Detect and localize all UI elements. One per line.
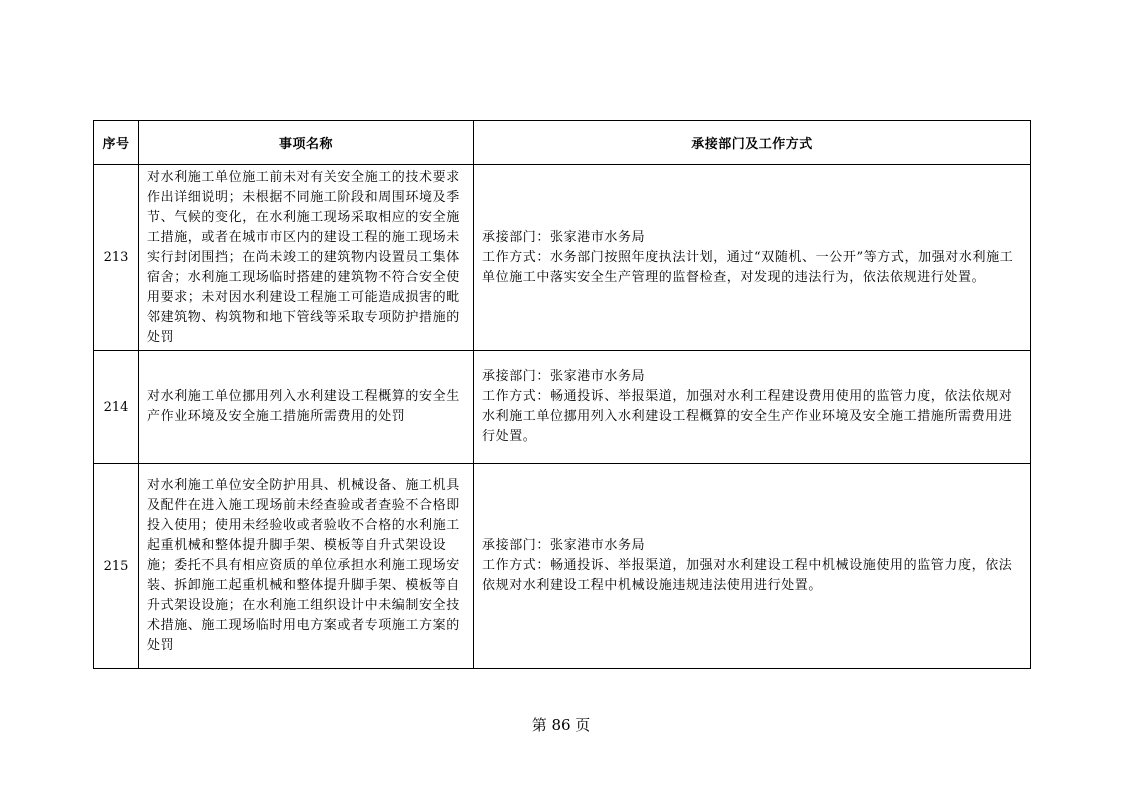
dept-label: 承接部门：张家港市水务局 (482, 369, 646, 384)
row-dept (474, 464, 1031, 669)
row-name: 对水利施工单位安全防护用具、机械设备、施工机具及配件在进入施工现场前未经查验或者查验不合格即投入使用；使用未经验收或者验收不合格的水利施工起重机械和整体提升脚手架、模板等自升式架设设施；委托不具有相应资质的单位承担水利施工现场安装、拆卸施工起重机械和整体提升脚手架、模板等自升式架设设施；在水利施工组织设计中未编制安全技术措施、施工现场临时用电方案或者专项施工方案的处罚 (139, 464, 474, 669)
table-row (94, 464, 1031, 669)
row-dept (474, 165, 1031, 351)
matters-table (93, 120, 1031, 669)
row-index: 214 (94, 351, 139, 464)
table-header-row (94, 121, 1031, 165)
row-name: 对水利施工单位施工前未对有关安全施工的技术要求作出详细说明；未根据不同施工阶段和周围环境及季节、气候的变化，在水利施工现场采取相应的安全施工措施，或者在城市市区内的建设工程的施工现场未实行封闭围挡；在尚未竣工的建筑物内设置员工集体宿舍；水利施工现场临时搭建的建筑物不符合安全使用要求；未对因水利建设工程施工可能造成损害的毗邻建筑物、构筑物和地下管线等采取专项防护措施的处罚 (139, 165, 474, 351)
method-text: 工作方式：水务部门按照年度执法计划，通过“双随机、一公开”等方式，加强对水利施工单位施工中落实安全生产管理的监督检查，对发现的违法行为，依法依规进行处置。 (482, 249, 1014, 285)
table-row (94, 165, 1031, 351)
row-dept (474, 351, 1031, 464)
dept-label: 承接部门：张家港市水务局 (482, 229, 646, 245)
row-name: 对水利施工单位挪用列入水利建设工程概算的安全生产作业环境及安全施工措施所需费用的处罚 (139, 351, 474, 464)
method-text: 工作方式：畅通投诉、举报渠道，加强对水利工程建设费用使用的监管力度，依法依规对水利施工单位挪用列入水利建设工程概算的安全生产作业环境及安全施工措施所需费用进行处置。 (482, 389, 1013, 444)
page-number: 第 86 页 (531, 716, 591, 734)
row-index: 213 (94, 165, 139, 351)
header-dept: 承接部门及工作方式 (474, 121, 1031, 165)
method-text: 工作方式：畅通投诉、举报渠道，加强对水利建设工程中机械设施使用的监管力度，依法依规对水利建设工程中机械设施违规违法使用进行处置。 (482, 558, 1013, 593)
dept-label: 承接部门：张家港市水务局 (482, 538, 646, 553)
header-index: 序号 (94, 121, 139, 165)
table-row (94, 351, 1031, 464)
header-name: 事项名称 (139, 121, 474, 165)
row-index: 215 (94, 464, 139, 669)
